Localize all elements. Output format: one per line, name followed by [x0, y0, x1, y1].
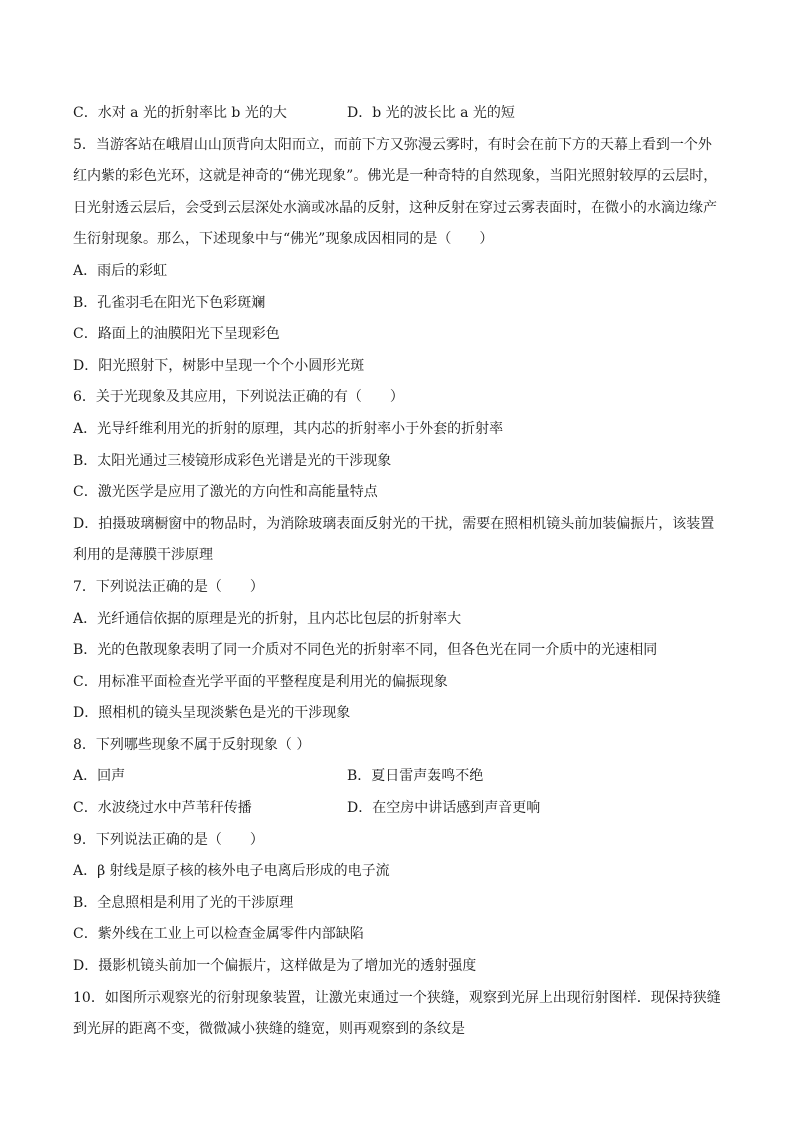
q5-option-a: A．雨后的彩虹	[73, 262, 168, 279]
q5-stem-line: 日光射透云层后，会受到云层深处水滴或冰晶的反射，这种反射在穿过云雾表面时，在微小的水滴边缘产	[73, 199, 717, 216]
question-7	[73, 577, 723, 735]
q8-option-c: C．水波绕过水中芦苇秆传播	[73, 800, 252, 817]
q6-option-b: B．太阳光通过三棱镜形成彩色光谱是光的干涉现象	[73, 452, 392, 469]
q9-stem: 9．下列说法正确的是（ ）	[73, 831, 264, 848]
q9-option-d: D．摄影机镜头前加一个偏振片，这样做是为了增加光的透射强度	[73, 958, 477, 975]
question-5	[73, 135, 723, 388]
q4-option-c: C．水对 a 光的折射率比 b 光的大	[73, 105, 287, 121]
q6-option-c: C．激光医学是应用了激光的方向性和高能量特点	[73, 484, 378, 501]
q4-options-cd	[73, 103, 723, 135]
q8-option-b: B．夏日雷声轰鸣不绝	[347, 768, 484, 785]
q7-option-a: A．光纤通信依据的原理是光的折射，且内芯比包层的折射率大	[73, 610, 462, 627]
q9-option-a: A．β 射线是原子核的核外电子电离后形成的电子流	[73, 863, 390, 880]
question-8	[73, 735, 723, 830]
q9-option-c: C．紫外线在工业上可以检查金属零件内部缺陷	[73, 926, 364, 943]
q7-option-d: D．照相机的镜头呈现淡紫色是光的干涉现象	[73, 705, 351, 722]
q5-option-d: D．阳光照射下，树影中呈现一个个小圆形光斑	[73, 357, 365, 374]
q6-option-d-continued: 利用的是薄膜干涉原理	[73, 547, 213, 564]
q5-stem-line: 红内紫的彩色光环，这就是神奇的“佛光现象”。佛光是一种奇特的自然现象，当阳光照射较厚的云层时，	[73, 168, 718, 185]
q7-stem: 7．下列说法正确的是（ ）	[73, 578, 264, 595]
q8-option-d: D．在空房中讲话感到声音更响	[347, 800, 541, 817]
q6-stem: 6．关于光现象及其应用，下列说法正确的有（ ）	[73, 389, 404, 406]
question-list	[73, 103, 723, 1051]
q5-stem-line: 生衍射现象。那么，下述现象中与“佛光”现象成因相同的是（ ）	[73, 231, 494, 248]
q8-stem: 8．下列哪些现象不属于反射现象（ ）	[73, 736, 311, 753]
question-6	[73, 387, 723, 577]
q10-stem-line: 10．如图所示观察光的衍射现象装置，让激光束通过一个狭缝，观察到光屏上出现衍射图样．现保持狭缝	[73, 989, 721, 1006]
q9-option-b: B．全息照相是利用了光的干涉原理	[73, 894, 294, 911]
q8-option-a: A．回声	[73, 768, 126, 785]
q7-option-b: B．光的色散现象表明了同一介质对不同色光的折射率不同，但各色光在同一介质中的光速相同	[73, 642, 658, 659]
q5-stem-line: 5．当游客站在峨眉山山顶背向太阳而立，而前下方又弥漫云雾时，有时会在前下方的天幕上看到一个外	[73, 136, 712, 153]
q7-option-c: C．用标准平面检查光学平面的平整程度是利用光的偏振现象	[73, 673, 448, 690]
q4-option-d: D．b 光的波长比 a 光的短	[347, 105, 515, 121]
q5-option-c: C．路面上的油膜阳光下呈现彩色	[73, 326, 280, 343]
q5-option-b: B．孔雀羽毛在阳光下色彩斑斓	[73, 294, 266, 311]
q8-options-ab	[73, 766, 723, 798]
question-9	[73, 830, 723, 988]
q6-option-d: D．拍摄玻璃橱窗中的物品时，为消除玻璃表面反射光的干扰，需要在照相机镜头前加装偏振片，该装置	[73, 515, 715, 532]
q8-options-cd	[73, 798, 723, 830]
question-10	[73, 988, 723, 1051]
q10-stem-line: 到光屏的距离不变，微微减小狭缝的缝宽，则再观察到的条纹是	[73, 1021, 465, 1038]
q6-option-a: A．光导纤维利用光的折射的原理，其内芯的折射率小于外套的折射率	[73, 420, 504, 437]
